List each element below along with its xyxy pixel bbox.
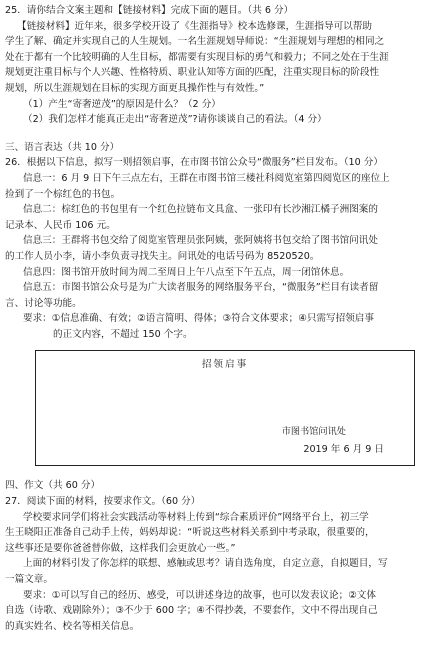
q27-prompt-line: 上面的材料引发了你怎样的联想、感触或思考？请自选角度，自定立意，自拟题目，写 (23, 558, 388, 570)
q26-info-line: 信息二：棕红色的书包里有一个红色拉链布文具盒、一张印有长沙湘江橘子洲图案的 (23, 204, 378, 216)
q27-material-line: 这些事还是要你爸爸替你做，这样我们会更放心一些。” (5, 542, 236, 554)
section-3-title: 三、语言表达（共 10 分） (5, 141, 120, 153)
section-4-title: 四、作文（共 60 分） (5, 480, 101, 492)
link-material-line: 【链接材料】近年来，很多学校开设了《生涯指导》校本选修课，生涯指导可以帮助 (17, 20, 372, 32)
q26-info-line: 言、讨论等功能。 (5, 297, 82, 309)
q27-requirement-line: 的真实姓名、校名等相关信息。 (5, 620, 140, 632)
q25-item-1: （1）产生“寄奢逆茂”的原因是什么？（2 分） (23, 98, 221, 110)
q26-requirement-line: 要求：①信息准确、有效；②语言简明、得体；③符合文体要求；④只需写招领启事 (23, 313, 374, 325)
q26-info-line: 信息一：6 月 9 日下午三点左右，王群在市图书馆三楼社科阅览室第四阅览区的座位上 (23, 172, 390, 184)
q26-info-line: 信息三：王群将书包交给了阅览室管理员张阿姨，张阿姨将书包交给了图书馆问讯处 (23, 235, 378, 247)
link-material-line: 规划更注重目标与个人兴趣、性格特质、职业认知等方面的匹配，注重实现目标的阶段性 (5, 67, 380, 79)
q27-material-line: 生王晓阳正准备自己动手上传，妈妈却说：“听说这些材料关系到中考录取，很重要的， (5, 527, 375, 539)
link-material-line: 处在于都有一个比较明确的人生目标，都需要有实现目标的勇气和毅力；不同之处在于生涯 (5, 51, 389, 63)
notice-title: 招领启事 (201, 359, 249, 371)
q26-title: 26．根据以下信息，拟写一则招领启事，在市图书馆公众号“微服务”栏目发布。（10 分） (5, 157, 383, 169)
q25-item-2: （2）我们怎样才能真正走出“寄奢逆茂”?请你谈谈自己的看法。（4 分） (23, 114, 327, 126)
link-material-line: 规划，所以生涯规划在目标的实现方面更具操作性与有效性。” (5, 82, 265, 94)
q26-info-line: 的工作人员小李，请小李负责寻找失主。问讯处的电话号码为 8520520。 (5, 250, 320, 262)
q26-requirement-line: 的正文内容，不超过 150 个字。 (53, 328, 193, 340)
notice-signature: 市图书馆问讯处 (281, 426, 346, 438)
q26-info-line: 信息五：市图书馆公众号是为广大读者服务的网络服务平台，“微服务”栏目有读者留 (23, 282, 379, 294)
q27-prompt-line: 一篇文章。 (5, 574, 53, 586)
notice-answer-box[interactable] (35, 350, 415, 466)
q27-material-line: 学校要求同学们将社会实践活动等材料上传到“综合素质评价”网络平台上，初三学 (23, 511, 369, 523)
q26-info-line: 记录本、人民币 106 元。 (5, 219, 116, 231)
q27-requirement-line: 要求：①可以写自己的经历、感受，可以讲述身边的故事，也可以发表议论；②文体 (23, 589, 376, 601)
q25-title: 25．请你结合文案主题和【链接材料】完成下面的题目。（共 6 分） (5, 5, 294, 16)
q26-info-line: 捡到了一个棕红色的书包。 (5, 188, 121, 200)
q26-info-line: 信息四：图书馆开放时间为周二至周日上午八点至下午五点，周一闭馆休息。 (23, 266, 350, 278)
q27-title: 27．阅读下面的材料，按要求作文。（60 分） (5, 496, 201, 508)
notice-date: 2019 年 6 月 9 日 (303, 444, 384, 456)
link-material-line: 学生了解、确定并实现自己的人生规划。一名生涯规划导师说：“生涯规划与理想的相同之 (5, 36, 385, 48)
q27-requirement-line: 自选（诗歌、戏剧除外）；③不少于 600 字；④不得抄袭，不要套作，文中不得出现自己 (5, 605, 378, 617)
